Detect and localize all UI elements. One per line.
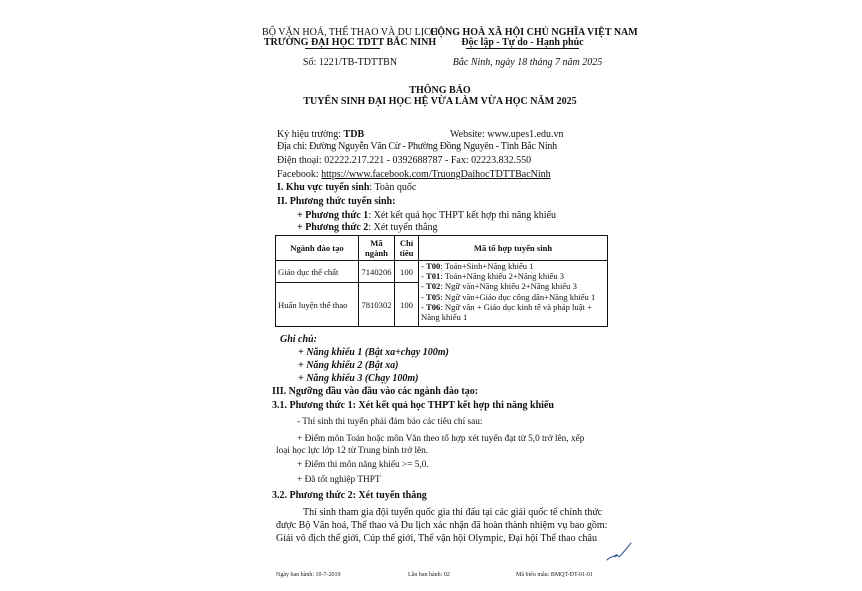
major-quota: 100	[395, 283, 419, 327]
combination-text: : Toán+Sinh+Năng khiếu 1	[440, 261, 534, 271]
note-item: + Năng khiếu 3 (Chạy 100m)	[298, 373, 419, 384]
note-item: + Năng khiếu 2 (Bật xa)	[298, 360, 399, 371]
country-name: CỘNG HOÀ XÃ HỘI CHỦ NGHĨA VIỆT NAM	[430, 27, 638, 38]
combination-item: - T06: Ngữ văn + Giáo dục kinh tế và pháp luật + Năng khiếu 1	[421, 301, 592, 323]
section-2-title: II. Phương thức tuyển sinh:	[277, 196, 396, 207]
initials-signature-icon	[605, 541, 633, 563]
motto-underline	[466, 48, 579, 49]
footer-revision: Lần ban hành: 02	[408, 572, 450, 578]
direct-admission-line: Thí sinh tham gia đội tuyển quốc gia thi đấu tại các giải quốc tế chính thức	[303, 507, 603, 518]
major-name: Giáo dục thể chất	[276, 261, 359, 283]
admission-table	[275, 235, 608, 327]
criteria-line: + Điểm thi môn năng khiếu >= 5,0.	[297, 460, 429, 470]
combination-text: : Ngữ văn+Giáo dục công dân+Năng khiếu 1	[440, 291, 596, 302]
combination-text: : Toán+Năng khiếu 2+Năng khiếu 3	[440, 271, 565, 282]
school-code-label: Ký hiệu trường:	[277, 129, 344, 140]
combination-item: - T02: Ngữ văn+Năng khiếu 2+Năng khiếu 3	[421, 281, 577, 292]
combination-code: T01	[426, 271, 441, 282]
criteria-line: + Đã tốt nghiệp THPT	[297, 475, 381, 485]
section-1-label: I. Khu vực tuyển sinh	[277, 182, 370, 193]
phone-fax: Điện thoại: 02222.217.221 - 0392688787 - Fax: 02223.832.550	[277, 155, 532, 166]
combination-code: T00	[426, 261, 441, 271]
header-major-code	[359, 236, 395, 261]
method-2	[297, 222, 437, 234]
section-3-2-title: 3.2. Phương thức 2: Xét tuyển thẳng	[272, 490, 427, 501]
note-item: + Năng khiếu 1 (Bật xa+chạy 100m)	[298, 347, 449, 358]
section-3-title: III. Ngưỡng đầu vào đầu vào các ngành đào tạo:	[272, 386, 479, 397]
facebook-link[interactable]: https://www.facebook.com/TruongDaihocTDTTBacNinh	[321, 169, 551, 180]
direct-admission-line: được Bộ Văn hoá, Thể thao và Du lịch xác nhận đã hoàn thành nhiệm vụ bao gồm:	[276, 520, 608, 531]
combination-code: T02	[426, 281, 441, 292]
header-major-code-text: Mã ngành	[365, 238, 388, 258]
facebook-label: Facebook:	[277, 169, 322, 180]
header-major: Ngành đào tạo	[276, 236, 359, 261]
website[interactable]: Website: www.upes1.edu.vn	[450, 129, 564, 140]
footer-issue-date: Ngày ban hành: 10-7-2019	[276, 572, 341, 578]
section-1-value: : Toàn quốc	[369, 182, 417, 193]
header-combination: Mã tổ hợp tuyển sinh	[419, 236, 608, 261]
combination-item: - T05: Ngữ văn+Giáo dục công dân+Năng khiếu 1	[421, 291, 596, 302]
school-code-value: TDB	[343, 129, 365, 140]
facebook-line	[277, 169, 551, 181]
criteria-line: + Điểm môn Toán hoặc môn Văn theo tổ hợp xét tuyển đạt từ 5,0 trở lên, xếp	[297, 434, 585, 444]
national-motto: Độc lập - Tự do - Hạnh phúc	[461, 37, 584, 48]
address: Địa chỉ: Đường Nguyễn Văn Cừ - Phường Đồng Nguyên - Tỉnh Bắc Ninh	[277, 141, 557, 152]
major-code: 7810302	[359, 283, 395, 327]
method-2-label: + Phương thức 2	[297, 222, 369, 233]
combination-item: - T01: Toán+Năng khiếu 2+Năng khiếu 3	[421, 271, 565, 282]
method-1	[297, 210, 556, 222]
section-1	[277, 182, 416, 194]
footer-form-code: Mã biểu mẫu: BMQT-ĐT-01-01	[516, 572, 594, 578]
method-1-label: + Phương thức 1	[297, 210, 369, 221]
criteria-intro: - Thí sinh thi tuyển phải đảm bảo các tiêu chí sau:	[297, 417, 483, 427]
combination-code: T05	[426, 291, 441, 302]
table-header-row	[276, 236, 608, 261]
major-name: Huấn luyện thể thao	[276, 283, 359, 327]
school-code-line	[277, 129, 364, 141]
table-row	[276, 261, 608, 283]
combination-text: : Ngữ văn+Năng khiếu 2+Năng khiếu 3	[440, 281, 577, 292]
notice-subtitle: TUYỂN SINH ĐẠI HỌC HỆ VỪA LÀM VỪA HỌC NĂM 2025	[303, 96, 577, 107]
criteria-line: loại học lực lớp 12 từ Trung bình trở lên.	[276, 446, 429, 456]
direct-admission-line: Giải vô địch thế giới, Cúp thế giới, Thế vận hội Olympic, Đại hội Thể thao châu	[276, 533, 597, 544]
combination-code: T06	[426, 301, 441, 312]
major-quota: 100	[395, 261, 419, 283]
notice-title: THÔNG BÁO	[409, 85, 471, 96]
method-1-text: : Xét kết quả học THPT kết hợp thi năng khiếu	[368, 210, 556, 221]
major-code: 7140206	[359, 261, 395, 283]
school-name: TRƯỜNG ĐẠI HỌC TDTT BẮC NINH	[263, 37, 437, 48]
combination-text: : Ngữ văn + Giáo dục kinh tế và pháp luật + Năng khiếu 1	[421, 301, 592, 323]
header-quota-text: Chỉ tiêu	[399, 238, 414, 258]
section-3-1-title: 3.1. Phương thức 1: Xét kết quả học THPT kết hợp thi năng khiếu	[272, 400, 554, 411]
school-underline	[305, 48, 380, 49]
header-quota	[395, 236, 419, 261]
combination-item: - T00: Toán+Sinh+Năng khiếu 1	[421, 261, 534, 271]
combination-cell	[419, 261, 608, 327]
notes-title: Ghi chú:	[280, 334, 317, 345]
document-number: Số: 1221/TB-TDTTBN	[302, 57, 398, 68]
ministry-name: BỘ VĂN HOÁ, THỂ THAO VÀ DU LỊCH	[262, 27, 438, 38]
method-2-text: : Xét tuyển thẳng	[368, 222, 438, 233]
place-and-date: Bắc Ninh, ngày 18 tháng 7 năm 2025	[452, 57, 603, 68]
